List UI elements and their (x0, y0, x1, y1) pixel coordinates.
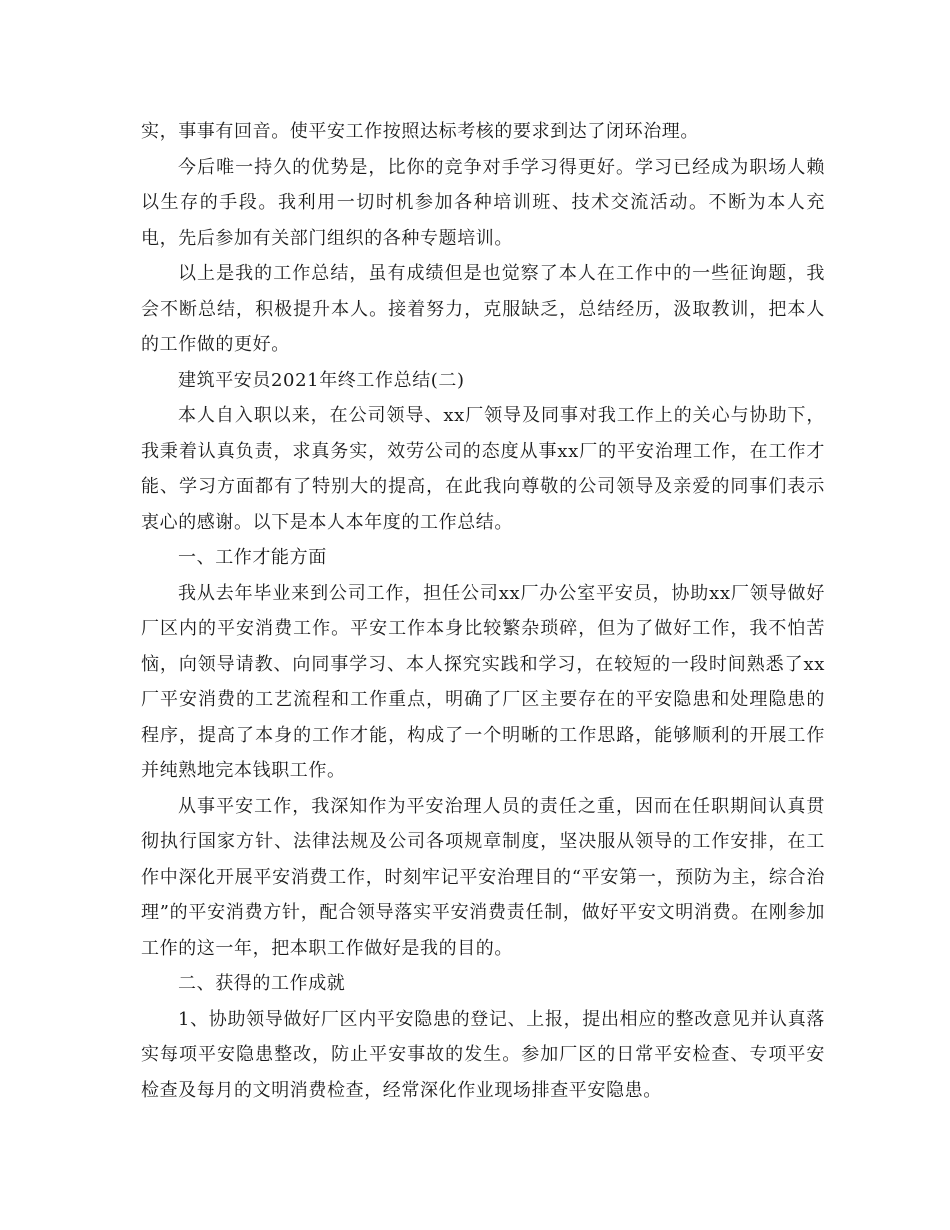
section-heading: 一、工作才能方面 (178, 547, 327, 568)
paragraph: 以上是我的工作总结，虽有成绩但是也觉察了本人在工作中的一些征询题，我会不断总结，积极提升本人。接着努力，克服缺乏，总结经历，汲取教训，把本人的工作做的更好。 (141, 263, 825, 355)
paragraph: 今后唯一持久的优势是，比你的竞争对手学习得更好。学习已经成为职场人赖以生存的手段。我利用一切时机参加各种培训班、技术交流活动。不断为本人充电，先后参加有关部门组织的各种专题培训。 (141, 156, 825, 249)
paragraph: 实，事事有回音。使平安工作按照达标考核的要求到达了闭环治理。 (141, 121, 699, 142)
paragraph: 从事平安工作，我深知作为平安治理人员的责任之重，因而在任职期间认真贯彻执行国家方针、法律法规及公司各项规章制度，坚决服从领导的工作安排，在工作中深化开展平安消费工作，时刻牢记平安治理目的“平安第一，预防为主，综合治理”的平安消费方针，配合领导落实平安消费责任制，做好平安文明消费。在刚参加工作的这一年，把本职工作做好是我的目的。 (141, 795, 825, 959)
document-body (141, 114, 825, 1108)
paragraph: 我从去年毕业来到公司工作，担任公司xx厂办公室平安员，协助xx厂领导做好厂区内的平安消费工作。平安工作本身比较繁杂琐碎，但为了做好工作，我不怕苦恼，向领导请教、向同事学习、本人探究实践和学习，在较短的一段时间熟悉了xx厂平安消费的工艺流程和工作重点，明确了厂区主要存在的平安隐患和处理隐患的程序，提高了本身的工作才能，构成了一个明晰的工作思路，能够顺利的开展工作并纯熟地完本钱职工作。 (141, 582, 825, 781)
paragraph: 1、协助领导做好厂区内平安隐患的登记、上报，提出相应的整改意见并认真落实每项平安隐患整改，防止平安事故的发生。参加厂区的日常平安检查、专项平安检查及每月的文明消费检查，经常深化作业现场排查平安隐患。 (141, 1008, 825, 1101)
paragraph: 本人自入职以来，在公司领导、xx厂领导及同事对我工作上的关心与协助下，我秉着认真负责，求真务实，效劳公司的态度从事xx厂的平安治理工作，在工作才能、学习方面都有了特别大的提高，在此我向尊敬的公司领导及亲爱的同事们表示衷心的感谢。以下是本人本年度的工作总结。 (141, 405, 825, 533)
section-title: 建筑平安员2021年终工作总结(二) (178, 369, 465, 391)
section-heading: 二、获得的工作成就 (178, 973, 346, 994)
